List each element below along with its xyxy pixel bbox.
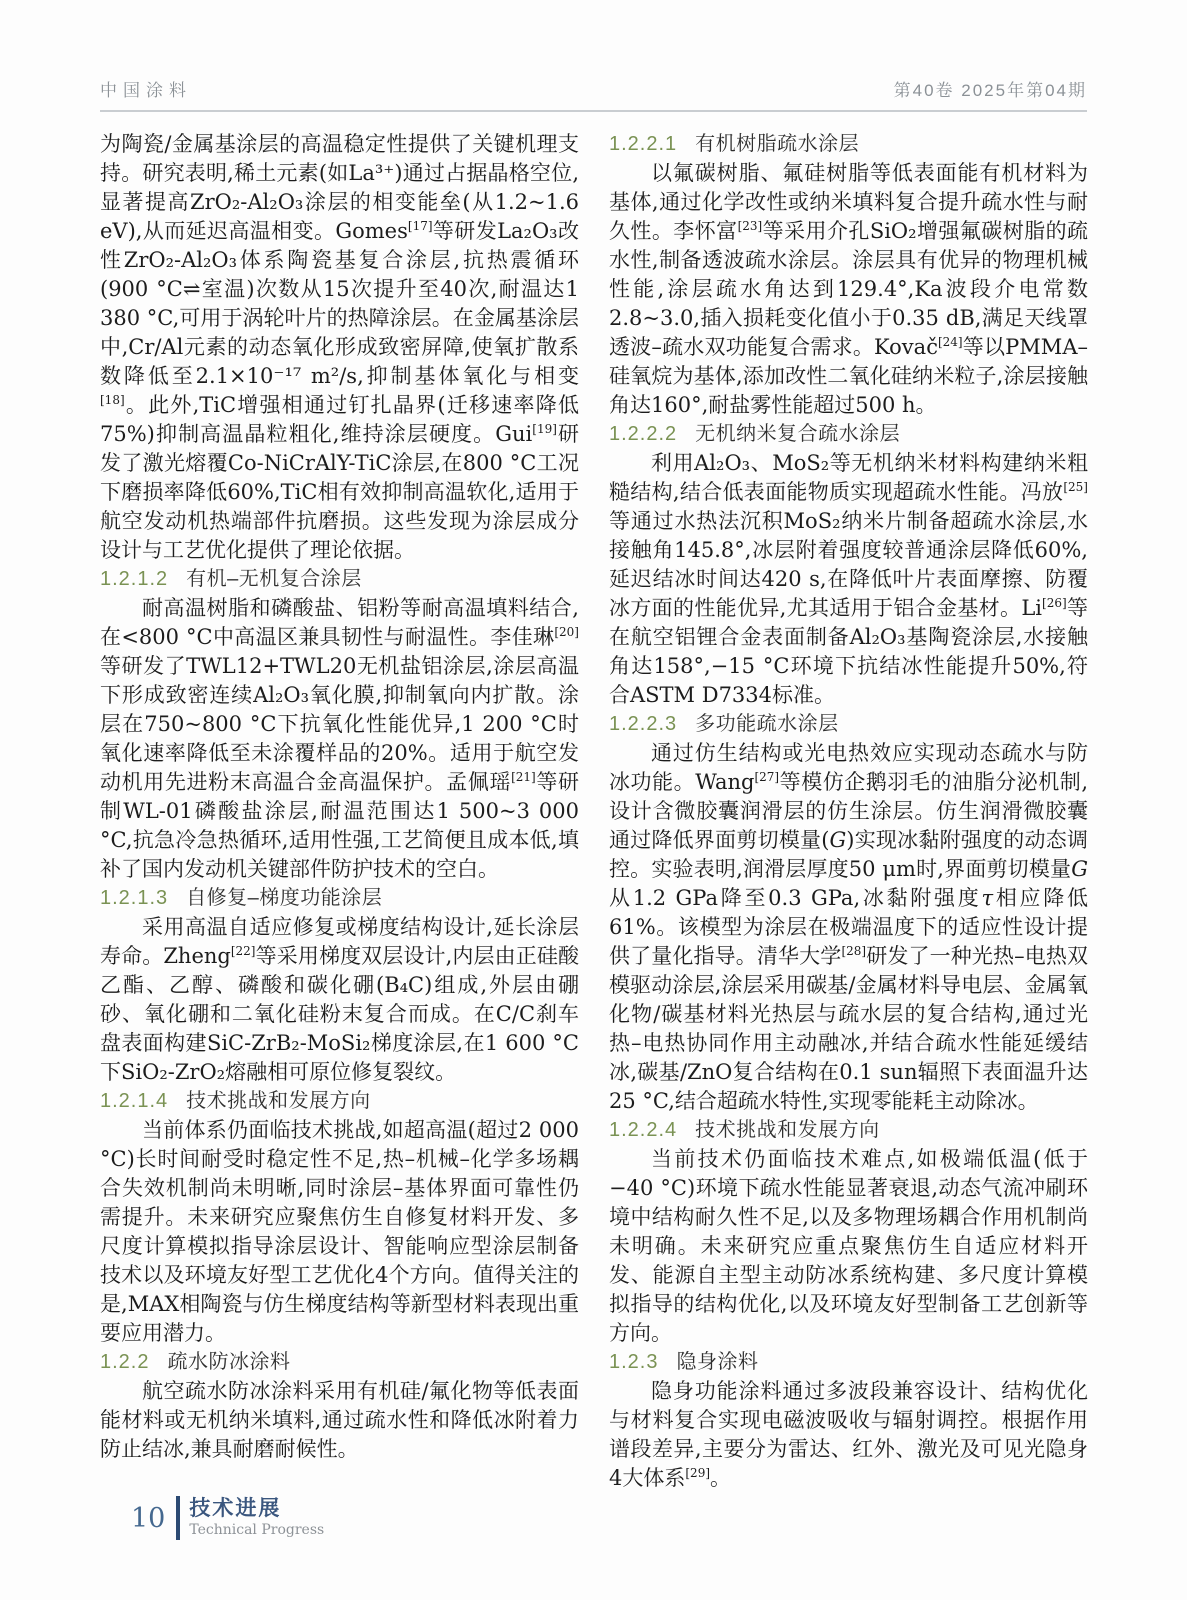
paragraph: 通过仿生结构或光电热效应实现动态疏水与防冰功能。Wang[27]等模仿企鹅羽毛的油脂分泌机制,设计含微胶囊润滑层的仿生涂层。仿生润滑微胶囊通过降低界面剪切模量(G)实现冰黏附强度的动态调控。实验表明,润滑层厚度50 μm时,界面剪切模量G从1.2 GPa降至0.3 GPa,冰黏附强度τ相应降低61%。该模型为涂层在极端温度下的适应性设计提供了量化指导。清华大学[28]研发了一种光热–电热双模驱动涂层,涂层采用碳基/金属材料导电层、金属氧化物/碳基材料光热层与疏水层的复合结构,通过光热–电热协同作用主动融冰,并结合疏水性能延缓结冰,碳基/ZnO复合结构在0.1 sun辐照下表面温升达25 °C,结合超疏水特性,实现零能耗主动除冰。 [609, 741, 1089, 1113]
section-title: 有机–无机复合涂层 [186, 568, 362, 590]
paragraph: 当前体系仍面临技术挑战,如超高温(超过2 000 °C)长时间耐受时稳定性不足,热–机械–化学多场耦合失效机制尚未明晰,同时涂层–基体界面可靠性仍需提升。未来研究应聚焦仿生自修复材料开发、多尺度计算模拟指导涂层设计、智能响应型涂层制备技术以及环境友好型工艺优化4个方向。值得关注的是,MAX相陶瓷与仿生梯度结构等新型材料表现出重要应用潜力。 [100, 1118, 579, 1345]
citation-ref: [26] [1042, 596, 1067, 610]
citation-ref: [18] [100, 393, 125, 407]
section-heading [609, 1348, 1088, 1377]
citation-ref: [27] [754, 770, 780, 784]
issue-info: 第40卷 2025年第04期 [893, 81, 1087, 100]
section-heading [100, 1087, 579, 1116]
section-number: 1.2.2.4 [609, 1119, 678, 1141]
citation-ref: [25] [1063, 480, 1088, 494]
section-title: 疏水防冰涂料 [167, 1351, 291, 1373]
citation-ref: [29] [685, 1466, 711, 1480]
article-body [100, 130, 1088, 1493]
section-number: 1.2.2 [100, 1351, 150, 1373]
page-footer [131, 1496, 324, 1540]
section-number: 1.2.2.1 [609, 133, 678, 155]
section-heading [100, 1348, 579, 1377]
journal-title: 中国涂料 [100, 81, 192, 100]
section-title: 隐身涂料 [676, 1351, 759, 1373]
paragraph: 利用Al₂O₃、MoS₂等无机纳米材料构建纳米粗糙结构,结合低表面能物质实现超疏水性能。冯放[25]等通过水热法沉积MoS₂纳米片制备超疏水涂层,水接触角145.8°,冰层附着强度较普通涂层降低60%,延迟结冰时间达420 s,在降低叶片表面摩擦、防覆冰方面的性能优异,尤其适用于铝合金基材。Li[26]等在航空铝锂合金表面制备Al₂O₃基陶瓷涂层,水接触角达158°,−15 °C环境下抗结冰性能提升50%,符合ASTM D7334标准。 [609, 451, 1089, 707]
section-title: 技术挑战和发展方向 [186, 1090, 371, 1112]
citation-ref: [28] [841, 944, 867, 958]
section-number: 1.2.3 [609, 1351, 659, 1373]
section-title: 无机纳米复合疏水涂层 [695, 423, 901, 445]
section-heading [100, 565, 579, 594]
citation-ref: [21] [511, 770, 536, 784]
paragraph: 为陶瓷/金属基涂层的高温稳定性提供了关键机理支持。研究表明,稀土元素(如La³⁺)通过占据晶格空位,显著提高ZrO₂-Al₂O₃涂层的相变能垒(从1.2~1.6 eV),从而延迟高温相变。Gomes[17]等研发La₂O₃改性ZrO₂-Al₂O₃体系陶瓷基复合涂层,抗热震循环(900 °C⇌室温)次数从15次提升至40次,耐温达1 380 °C,可用于涡轮叶片的热障涂层。在金属基涂层中,Cr/Al元素的动态氧化形成致密屏障,使氧扩散系数降低至2.1×10⁻¹⁷ m²/s,抑制基体氧化与相变[18]。此外,TiC增强相通过钉扎晶界(迁移速率降低75%)抑制高温晶粒粗化,维持涂层硬度。Gui[19]研发了激光熔覆Co-NiCrAlY-TiC涂层,在800 °C工况下磨损率降低60%,TiC相有效抑制高温软化,适用于航空发动机热端部件抗磨损。这些发现为涂层成分设计与工艺优化提供了理论依据。 [100, 132, 580, 562]
citation-ref: [23] [737, 219, 763, 233]
citation-ref: [20] [554, 625, 579, 639]
section-title: 技术挑战和发展方向 [695, 1119, 880, 1141]
section-title: 有机树脂疏水涂层 [695, 133, 860, 155]
paragraph: 当前技术仍面临技术难点,如极端低温(低于−40 °C)环境下疏水性能显著衰退,动态气流冲刷环境中结构耐久性不足,以及多物理场耦合作用机制尚未明确。未来研究应重点聚焦仿生自适应材料开发、能源自主型主动防冰系统构建、多尺度计算模拟指导的结构优化,以及环境友好型制备工艺创新等方向。 [609, 1147, 1088, 1345]
section-number: 1.2.1.2 [100, 568, 169, 590]
section-heading [100, 884, 579, 913]
column-right [609, 130, 1088, 1493]
paragraph: 航空疏水防冰涂料采用有机硅/氟化物等低表面能材料或无机纳米填料,通过疏水性和降低冰附着力防止结冰,兼具耐磨耐候性。 [100, 1379, 579, 1461]
section-heading [609, 130, 1088, 159]
citation-ref: [24] [937, 335, 963, 349]
section-title: 自修复–梯度功能涂层 [186, 887, 383, 909]
section-heading [609, 710, 1088, 739]
section-number: 1.2.2.3 [609, 713, 678, 735]
footer-section-title-cn: 技术进展 [189, 1497, 282, 1520]
paragraph: 以氟碳树脂、氟硅树脂等低表面能有机材料为基体,通过化学改性或纳米填料复合提升疏水性与耐久性。李怀富[23]等采用介孔SiO₂增强氟碳树脂的疏水性,制备透波疏水涂层。涂层具有优异的物理机械性能,涂层疏水角达到129.4°,Ka波段介电常数2.8~3.0,插入损耗变化值小于0.35 dB,满足天线罩透波–疏水双功能复合需求。Kovač[24]等以PMMA–硅氧烷为基体,添加改性二氧化硅纳米粒子,涂层接触角达160°,耐盐雾性能超过500 h。 [609, 161, 1088, 417]
section-heading [609, 420, 1088, 449]
citation-ref: [17] [407, 219, 433, 233]
citation-ref: [22] [230, 944, 256, 958]
section-title: 多功能疏水涂层 [695, 713, 839, 735]
page-header [100, 76, 1087, 112]
paragraph: 耐高温树脂和磷酸盐、铝粉等耐高温填料结合,在<800 °C中高温区兼具韧性与耐温性。李佳琳[20]等研发了TWL12+TWL20无机盐铝涂层,涂层高温下形成致密连续Al₂O₃氧化膜,抑制氧向内扩散。涂层在750~800 °C下抗氧化性能优异,1 200 °C时氧化速率降低至未涂覆样品的20%。适用于航空发动机用先进粉末高温合金高温保护。孟佩瑶[21]等研制WL-01磷酸盐涂层,耐温范围达1 500~3 000 °C,抗急冷急热循环,适用性强,工艺简便且成本低,填补了国内发动机关键部件防护技术的空白。 [100, 596, 580, 881]
footer-divider-bar [176, 1496, 180, 1540]
footer-section-label [189, 1497, 324, 1539]
section-number: 1.2.2.2 [609, 423, 678, 445]
paragraph: 隐身功能涂料通过多波段兼容设计、结构优化与材料复合实现电磁波吸收与辐射调控。根据作用谱段差异,主要分为雷达、红外、激光及可见光隐身4大体系[29]。 [609, 1379, 1088, 1490]
paragraph: 采用高温自适应修复或梯度结构设计,延长涂层寿命。Zheng[22]等采用梯度双层设计,内层由正硅酸乙酯、乙醇、磷酸和碳化硼(B₄C)组成,外层由硼砂、氧化硼和二氧化硅粉末复合而成。在C/C刹车盘表面构建SiC-ZrB₂-MoSi₂梯度涂层,在1 600 °C下SiO₂-ZrO₂熔融相可原位修复裂纹。 [100, 915, 579, 1084]
section-number: 1.2.1.4 [100, 1090, 169, 1112]
citation-ref: [19] [532, 422, 557, 436]
section-heading [609, 1116, 1088, 1145]
column-left [100, 130, 579, 1493]
footer-section-title-en: Technical Progress [189, 1522, 325, 1538]
section-number: 1.2.1.3 [100, 887, 169, 909]
page-number: 10 [131, 1502, 166, 1534]
